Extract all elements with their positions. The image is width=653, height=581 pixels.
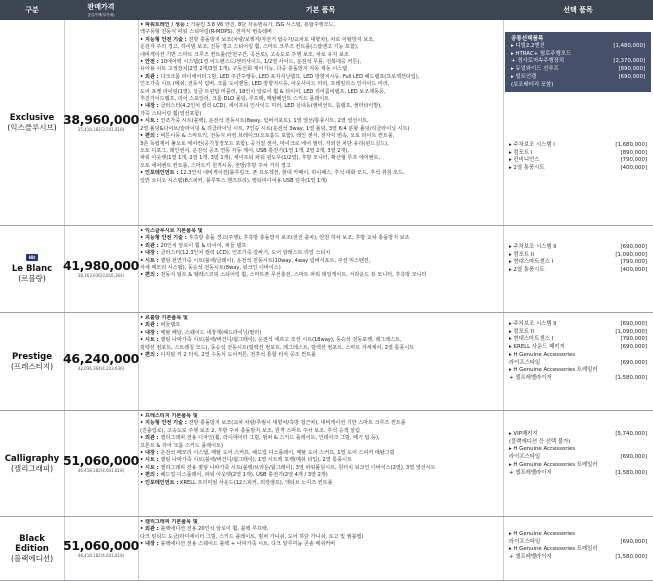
trim-row: [0, 517, 653, 581]
option-item[interactable]: [503, 439, 653, 447]
option-price: [890,000]: [618, 66, 645, 73]
option-name: 라이프스타일: [509, 359, 541, 366]
option-item[interactable]: [503, 546, 653, 554]
basic-item-text: 3존 독립제어 풀오토 에어컨(공기청정모드 포함), 공기질 센서, 마이크로 에어 필터, 자외선 차단 유리(윈드실드),: [140, 140, 389, 147]
basic-item-text: 후진가이드램프, 리어 스포일러, 크롬 DLO 몰딩, 루프랙, 메탈페인트 스키드 플레이트: [140, 96, 330, 103]
basic-items: [140, 315, 502, 410]
option-name: ▸ 현대스마트센스 I: [509, 259, 554, 266]
option-item[interactable]: [503, 367, 653, 375]
header-price-label: 판매가격: [87, 3, 115, 11]
option-name: ▸ 주차보조 시스템 II: [509, 244, 557, 250]
option-price: [890,000]: [620, 149, 647, 156]
basic-item-text: 캘리그래피 전용 디자인(휠, 라디에이터 그릴, 범퍼 & 스키드 플레이트, 인테이크 그릴, 배기 팁 등),: [160, 435, 380, 442]
trim-name-en: Exclusive: [9, 112, 55, 123]
basic-item-text: 인조가죽 시트 (메쉬, 전동식 럼버, 크롬 도어핸들, LED 방향지시등, 아웃사이드 미러, 프레임리스 인사이드 미러,: [140, 81, 390, 88]
trim-name: [0, 411, 64, 516]
option-name: ▸ 컴포트 II: [509, 328, 534, 335]
basic-item-text: 클러스터(4.2인치 컬러 LCD), 세이프티 인사이드 미러, LED 실내등(앰비언트, 룸램프, 센터타이방),: [160, 103, 382, 110]
option-price: [690,000]: [620, 538, 647, 545]
basic-item-category: • 내장 :: [140, 450, 161, 457]
sale-price: 51,060,000: [62, 537, 140, 553]
basic-item-line: [140, 141, 502, 148]
option-name: 라이프스타일: [509, 454, 541, 461]
basic-item-text: 메탈 페달, 스웨이드 내장재(헤드라이닝/필러): [160, 329, 262, 336]
sale-price: 41,980,000: [62, 258, 140, 273]
basic-item-line: [140, 420, 502, 427]
common-option-item[interactable]: [505, 82, 651, 90]
trim-price: [64, 517, 138, 580]
supply-price: 35,418,182(3,541,818): [77, 126, 125, 132]
basic-item-text: 프론트 & 리어 크롬 스키드 플레이트): [140, 442, 223, 449]
option-item[interactable]: [503, 470, 653, 478]
option-name: ▸ HTRAC+ 험로주행모드: [511, 50, 572, 57]
trim-row: [0, 313, 653, 411]
option-name: + 셀프레벨라이저: [509, 469, 552, 476]
basic-item-text: 2열 폴딩&다이브/슬라이딩 & 리클라이닝 시트, 7인승 시트(운전석 3way, 1열 폴딩, 3열 6:4 분할 폴딩/리클라이닝 시트): [140, 125, 410, 132]
option-item[interactable]: [503, 142, 653, 150]
option-name: ▸ H Genuine Accessories 트레일러: [509, 367, 598, 374]
common-options-title: 공통선택품목: [511, 36, 544, 42]
option-price: [1,090,000]: [615, 328, 647, 335]
option-name: (블랙에디션 등 선택 불가): [509, 438, 571, 445]
basic-item-category: • 시트 :: [140, 457, 161, 464]
basic-item-category: • 지능형 안전 기술 :: [140, 420, 189, 427]
basic-item-text: 퀼팅 천연가죽 시트(블랙/글레이), 운전석 전동시트(10way, 4way 럼버서포트, 쿠션 익스텐션,: [160, 257, 371, 264]
option-list: [503, 321, 653, 383]
basic-item-category: • 편의 :: [140, 133, 161, 140]
header-basic: 기본 품목: [305, 6, 336, 14]
basic-item-text: 가솔린 3.8 V6 엔진, 8단 자동변속기, ISG 시스템, 통합주행모드,: [190, 22, 336, 28]
basic-item-text: 후측방 충돌 경고(주행), 후측방 충돌방지 보조(전진 출차), 안전 하차 보조, 후방 교차 충돌방지 보조: [188, 235, 410, 242]
option-item[interactable]: [503, 344, 653, 352]
basic-item-line: [140, 472, 502, 479]
basic-item-line: [140, 258, 502, 265]
basic-item-line: [140, 66, 502, 73]
basic-items: [140, 519, 502, 580]
option-price: [690,000]: [620, 454, 647, 461]
option-name: ▸ 주차보조 시스템 II: [509, 321, 557, 327]
basic-item-line: [140, 352, 502, 359]
option-price: [1,580,000]: [615, 554, 647, 561]
basic-item-text: 자세 메모리 시스템), 동승석 전동시트(8way, 워크인 디바이스): [140, 265, 281, 272]
basic-item-text: 전동식 틸트 & 텔레스코픽 스티어링 휠, 스마트폰 무선충전, 스마트 파워 테일게이트, 서라운드 뷰 모니터, 후측방 모니터: [160, 272, 427, 279]
header-price-sub: 공급가액(부가세): [87, 13, 115, 17]
basic-item-text: 인조가죽 시트(블랙), 운전석 전동시트(8way, 럼버서포트), 1열 열선/통풍시트, 2열 열선시트,: [160, 118, 369, 125]
option-price: [1,580,000]: [615, 469, 647, 476]
trim-row: [0, 20, 653, 226]
basic-item-text: 20인치 알로이 휠 & 타이어, 퍼들 램프: [160, 242, 247, 249]
basic-item-text: 블랙에디션 전용 스웨이드 블랙 + 나파가죽 시트, 다크 알루미늄 콘솔 메쉬커버: [160, 541, 336, 548]
option-name: 라이프스타일: [509, 538, 541, 545]
option-price: [400,000]: [620, 267, 647, 274]
basic-item-line: [140, 457, 502, 464]
option-name: ▸ H Genuine Accessories: [509, 351, 576, 358]
option-name: ▸ 2열 통풍시트: [509, 165, 545, 172]
option-item[interactable]: [503, 244, 653, 252]
basic-item-category: • 캘리그래피 기본품목 및: [140, 519, 198, 525]
option-name: ▸ 주차보조 시스템 I: [509, 142, 555, 148]
option-item[interactable]: [503, 259, 653, 267]
option-item[interactable]: [503, 157, 653, 165]
option-item[interactable]: [503, 321, 653, 329]
basic-item-line: [140, 337, 502, 344]
trim-name: [0, 20, 64, 225]
option-items: [503, 313, 653, 410]
basic-item-category: • 시트 :: [140, 257, 161, 264]
basic-item-category: • 시트 :: [140, 337, 161, 344]
basic-item-category: • 지능형 안전 기술 :: [140, 235, 189, 242]
basic-item-line: [140, 541, 502, 548]
basic-item-text: 오토 디포그, 레인센서, 운전석 공조 연동 자동 제어, USB 충전기(1열 1개, 2열 2개, 3열 2개),: [140, 147, 349, 154]
option-name: ▸ 컴포트 II: [509, 251, 534, 258]
option-list: [503, 531, 653, 562]
option-price: [690,000]: [620, 359, 647, 366]
basic-item-line: [140, 235, 502, 242]
basic-item-line: [140, 133, 502, 140]
basic-item-line: [140, 178, 502, 185]
basic-item-category: • 시트 :: [140, 464, 161, 471]
basic-item-category: • 파워트레인 / 성능 :: [140, 22, 191, 28]
option-name: ▸ 현대스마트센스 I: [509, 336, 554, 343]
trim-name-ko: (캘리그래피): [10, 463, 54, 473]
basic-item-text: (진출입로), 고속도로 주행 보조 2, 후방 주차 충돌방지 보조, 원격 스마트 주차 보조, 후석 승객 알림: [140, 427, 361, 434]
basic-item-text: 10에어백 시스템(1열 어드밴스드/센터사이드, 1/2열 사이드, 운전석 무릎, 전복대응 커튼),: [160, 59, 361, 66]
basic-item-category: • 시트 :: [140, 118, 161, 125]
option-name: ▸ 디빌2.2엔진: [511, 43, 545, 49]
basic-item-line: [140, 272, 502, 279]
option-price: [400,000]: [620, 165, 647, 172]
basic-item-line: [140, 81, 502, 88]
trim-name-ko: (프레스티지): [10, 361, 54, 371]
trim-row: [0, 226, 653, 313]
trim-price: [64, 226, 138, 312]
option-price: [1,090,000]: [615, 251, 647, 258]
option-item[interactable]: [503, 336, 653, 344]
option-list: [503, 244, 653, 275]
basic-item-text: 헤드업 디스플레이, 파워 아웃렛(2열 1개), USB 충전기(2열 4개 / 3열 2개): [160, 472, 328, 479]
basic-item-line: [140, 126, 502, 133]
option-price: [5,740,000]: [615, 431, 647, 437]
option-item[interactable]: [503, 375, 653, 383]
basic-items: [140, 228, 502, 312]
basic-item-category: • 르블랑 기본품목 및: [140, 315, 188, 321]
basic-item-line: [140, 89, 502, 96]
option-price: [690,000]: [620, 321, 647, 327]
option-price: [690,000]: [620, 244, 647, 250]
option-price: [1,480,000]: [613, 43, 645, 49]
basic-item-category: • 지능형 안전 기술 :: [140, 36, 189, 43]
option-price: [790,000]: [620, 336, 647, 343]
basic-item-line: [140, 322, 502, 329]
option-name: ▸ H Genuine Accessories: [509, 531, 576, 537]
basic-item-line: [140, 443, 502, 450]
option-items: [503, 226, 653, 312]
option-item[interactable]: [503, 446, 653, 454]
basic-item-category: • 편의 :: [140, 272, 161, 279]
supply-price: 38,163,636(3,816,364): [77, 273, 125, 278]
basic-item-line: [140, 29, 502, 36]
header-price: [64, 0, 138, 20]
basic-item-category: • 프레스티지 기본품목 및: [140, 413, 198, 419]
basic-item-text: 릴렉션 컴포트, 스트레칭 모드), 동승석 전동시트(릴렉션 컴포트, 레그레스트, 릴렉션 컴포트, 스마트 자세제어, 2열 통풍시트: [140, 344, 415, 351]
basic-item-text: 오토 에어벤트 컨트롤, 스마트키 원격시동, 전방/후방 주차 거리 경고: [140, 162, 291, 169]
trim-name-en: Calligraphy: [4, 453, 60, 464]
basic-item-line: [140, 526, 502, 533]
trim-row: [0, 411, 653, 517]
supply-price: 46,418,182(4,641,818): [77, 467, 125, 473]
trim-name-ko: (르블랑): [18, 274, 46, 283]
option-item[interactable]: [503, 454, 653, 462]
basic-item-line: [140, 170, 502, 177]
trim-name-en: Black: [19, 533, 45, 544]
option-name: ▸ H Genuine Accessories 트레일러: [509, 461, 598, 468]
basic-item-text: 운전자 주의 경고, 하이빔 보조, 진동 경고 스티어링 휠, 스마트 크루즈 컨트롤(스탑앤고 기능 포함),: [140, 44, 359, 51]
option-price: [1,580,000]: [615, 374, 647, 381]
basic-item-line: [140, 250, 502, 257]
basic-item-text: 12.3인치 내비게이션(블루링크, 폰 프로젝션, 현대 카페이, 하이패스, 후석 대화 모드, 후석 취침 모드,: [180, 170, 405, 177]
common-option-item[interactable]: [505, 74, 651, 82]
basic-item-text: 퍼들램프: [160, 322, 181, 329]
header-division: 구분: [25, 6, 39, 14]
basic-item-category: • 내장 :: [140, 329, 161, 336]
option-name: ▸ 빌트인캠: [511, 73, 537, 80]
basic-item-category: • 외관 :: [140, 526, 161, 533]
basic-item-line: [140, 480, 502, 487]
basic-item-text: 액구동형 전동식 파워 스티어링(R-MDPS), 전자식 변속레버: [140, 29, 272, 36]
header-options: 선택 품목: [563, 6, 593, 14]
basic-item-text: 블랙에디션 전용 20인치 알로이 휠, 블랙 루프랙,: [160, 526, 269, 533]
option-name: (보조배터리 포함): [511, 81, 554, 88]
basic-item-text: 캘리그래피 전용 퀼팅 나파가죽 시트(블랙/브라운/웜그레이), 3열 파워폴딩시트, 원터치 워크인 디바이스(2열), 3열 열선시트: [160, 464, 436, 471]
common-options-box: [505, 32, 651, 92]
basic-item-text: 다크 틴티드 도금(라디에이터 그릴, 스키드 플레이트, 범퍼 가니쉬, 도어 하단 가니쉬, 로고 및 엠블렘): [140, 533, 364, 540]
option-name: + 셀프레벨라이저: [509, 374, 552, 381]
basic-item-category: • 안전 :: [140, 59, 161, 66]
sale-price: 51,060,000: [62, 452, 140, 468]
basic-item-line: [140, 44, 502, 51]
sale-price: 46,240,000: [62, 350, 140, 366]
option-item[interactable]: [503, 352, 653, 360]
trim-name-en: Le Blanc: [11, 264, 53, 274]
basic-item-line: [140, 52, 502, 59]
option-price: [690,000]: [618, 73, 645, 80]
option-name: ▸ 컴포트 I: [509, 149, 533, 156]
basic-item-text: 유아용 시트 고정장치(2열 2개/3열 1개), 구동선회 제어기능, 다중 충돌방지 자동 제동 시스템: [140, 66, 348, 73]
table-header: [0, 0, 653, 20]
option-item[interactable]: [503, 267, 653, 275]
option-price: [790,000]: [620, 157, 647, 164]
option-name: ▸ H Genuine Accessories 트레일러: [509, 546, 598, 553]
option-list: [503, 142, 653, 173]
basic-item-line: [140, 435, 502, 442]
trim-name: [0, 313, 64, 410]
basic-item-text: 퀼팅 나파가죽 시트(블랙/버건디/웜그레이), 1열 시트백 포켓(메쉬 타입), 2열 통풍시트: [160, 457, 352, 464]
option-name: ▸ 2열 통풍시트: [509, 267, 545, 274]
option-item[interactable]: [503, 462, 653, 470]
trim-name-en-2: Edition: [15, 543, 49, 554]
option-item[interactable]: [503, 554, 653, 562]
option-item[interactable]: [503, 531, 653, 539]
basic-item-text: 클러스터(12.3인치 컬러 LCD), 인조가죽 감싸기, 도어 암레스트 리얼 스티치: [160, 250, 331, 257]
basic-item-category: • 편의 :: [140, 472, 161, 479]
basic-item-category: • 외관 :: [140, 322, 161, 329]
option-name: ▸ KRELL 사운드 패키지: [509, 344, 565, 351]
trim-name-ko: (익스클루시브): [7, 122, 57, 132]
basic-item-line: [140, 118, 502, 125]
trim-name-ko: (블랙에디션): [10, 553, 54, 563]
trim-price: [64, 313, 138, 410]
basic-items: [140, 22, 502, 225]
option-item[interactable]: [503, 431, 653, 439]
basic-item-text: 일반 오디오 시스템(8스피커, 블루투스 핸즈프리), 멀티미디어용 USB 단자(1열 1개): [140, 177, 328, 184]
basic-item-text: 파워 아웃렛(1열 1개, 2열 1개, 3열 1개), 세이프티 파워 윈도우(1/2열), 후방 모니터, 확산형 루프 에어벤트,: [140, 155, 381, 162]
basic-item-category: • 외관 :: [140, 73, 161, 80]
basic-item-text: 버튼시동 & 스마트키, 전동식 파킹 브레이크(오토홀드 포함), 레인 센서, 전자식 변속, 오토 라이트 컨트롤,: [160, 133, 395, 140]
basic-item-text: KRELL 프리미엄 사운드(12스피커, 외장앰프), 액티브 노이즈 컨트롤: [180, 479, 333, 486]
basic-item-category: • 내장 :: [140, 250, 161, 257]
option-name: ▸ 듀얼와이드 선루프: [511, 66, 559, 73]
basic-item-text: 다크크롬 라디에이터그릴, LED 주간주행등, LED 포지셔닝램프, LED 방향지시등, Full LED 헤드램프(프로젝션타입),: [160, 73, 420, 80]
option-name: ▸ H Genuine Accessories: [509, 446, 576, 453]
basic-item-line: [140, 103, 502, 110]
basic-item-category: • 인포테인먼트 :: [140, 479, 181, 486]
option-name: ▸ 컨비니언스: [509, 157, 540, 164]
trim-name-en: Prestige: [11, 351, 53, 362]
basic-item-text: 도어 포켓 라이팅(1열), 싱글 트윈팁 머플러, 18인치 알로이 휠 & 타이어, LED 리어콤비램프, LED 보조제동등,: [140, 88, 386, 95]
basic-item-text: 내비게이션 기반 스마트 크루즈 컨트롤(안전구간, 곡선로), 고속도로 주행 보조, 차로 유지 보조: [140, 51, 349, 58]
option-items: [503, 517, 653, 580]
trim-name: [0, 517, 64, 580]
trim-price: [64, 411, 138, 516]
option-name: + 경사로저속주행장치: [511, 58, 565, 65]
basic-item-category: • 내장 :: [140, 103, 161, 110]
basic-item-text: 전방 충돌방지 보조(교차 차량/추월시 대향차/측방 접근차), 내비게이션 기반 스마트 크루즈 컨트롤: [188, 420, 406, 427]
basic-item-category: • 편의 :: [140, 352, 161, 359]
option-items: [503, 411, 653, 516]
supply-price: 46,418,182(4,641,818): [77, 552, 125, 558]
common-option-item[interactable]: [505, 43, 651, 51]
option-price: [1,680,000]: [615, 142, 647, 148]
hit-badge: Hit: [26, 254, 39, 261]
common-option-item[interactable]: [505, 66, 651, 74]
basic-items: [140, 413, 502, 516]
common-option-item[interactable]: [505, 58, 651, 66]
option-items: [503, 20, 653, 225]
option-item[interactable]: [503, 165, 653, 173]
trim-name: [0, 226, 64, 312]
basic-item-category: • 내장 :: [140, 541, 161, 548]
option-price: [690,000]: [620, 344, 647, 351]
basic-item-text: 전방 충돌방지 보조(차량/보행자/자전거 탑승자/교차로 대향차), 차로 이탈방지 보조,: [188, 36, 375, 43]
sale-price: 38,960,000: [62, 111, 140, 127]
option-name: + 셀프레벨라이저: [509, 554, 552, 561]
basic-item-text: 운전석 메모리 시스템, 메탈 도어 스커프, 헤드업 디스플레이, 메탈 도어 스커프, 1열 도어 스피커 메탈그릴: [160, 450, 395, 457]
basic-item-text: 디지털 키 2 터치, 2열 수동식 도어커튼, 전후석 통합 터치 공조 컨트롤: [160, 352, 316, 359]
option-list: [503, 431, 653, 477]
basic-item-category: • 외관 :: [140, 435, 161, 442]
basic-item-line: [140, 163, 502, 170]
basic-item-text: 가죽 스티어링 휠(열선포함): [140, 110, 202, 117]
option-price: [790,000]: [620, 259, 647, 266]
basic-item-category: • 외관 :: [140, 242, 161, 249]
basic-item-line: [140, 155, 502, 162]
basic-item-line: [140, 315, 502, 322]
option-name: ▸ VIP패키지: [509, 431, 538, 437]
basic-item-category: • 익스클루시브 기본품목 및: [140, 228, 203, 234]
basic-item-text: 퀼팅 나파가죽 시트(블랙/버건디/웜그레이), 운전석 에르고 모션 시트(18way), 동승석 전동포켓, 레그레스트,: [160, 337, 402, 344]
supply-price: 42,036,364(4,203,636): [77, 365, 125, 371]
basic-item-line: [140, 345, 502, 352]
trim-price: [64, 20, 138, 225]
option-price: [2,370,000]: [613, 58, 645, 65]
basic-item-category: • 인포테인먼트 :: [140, 170, 181, 177]
